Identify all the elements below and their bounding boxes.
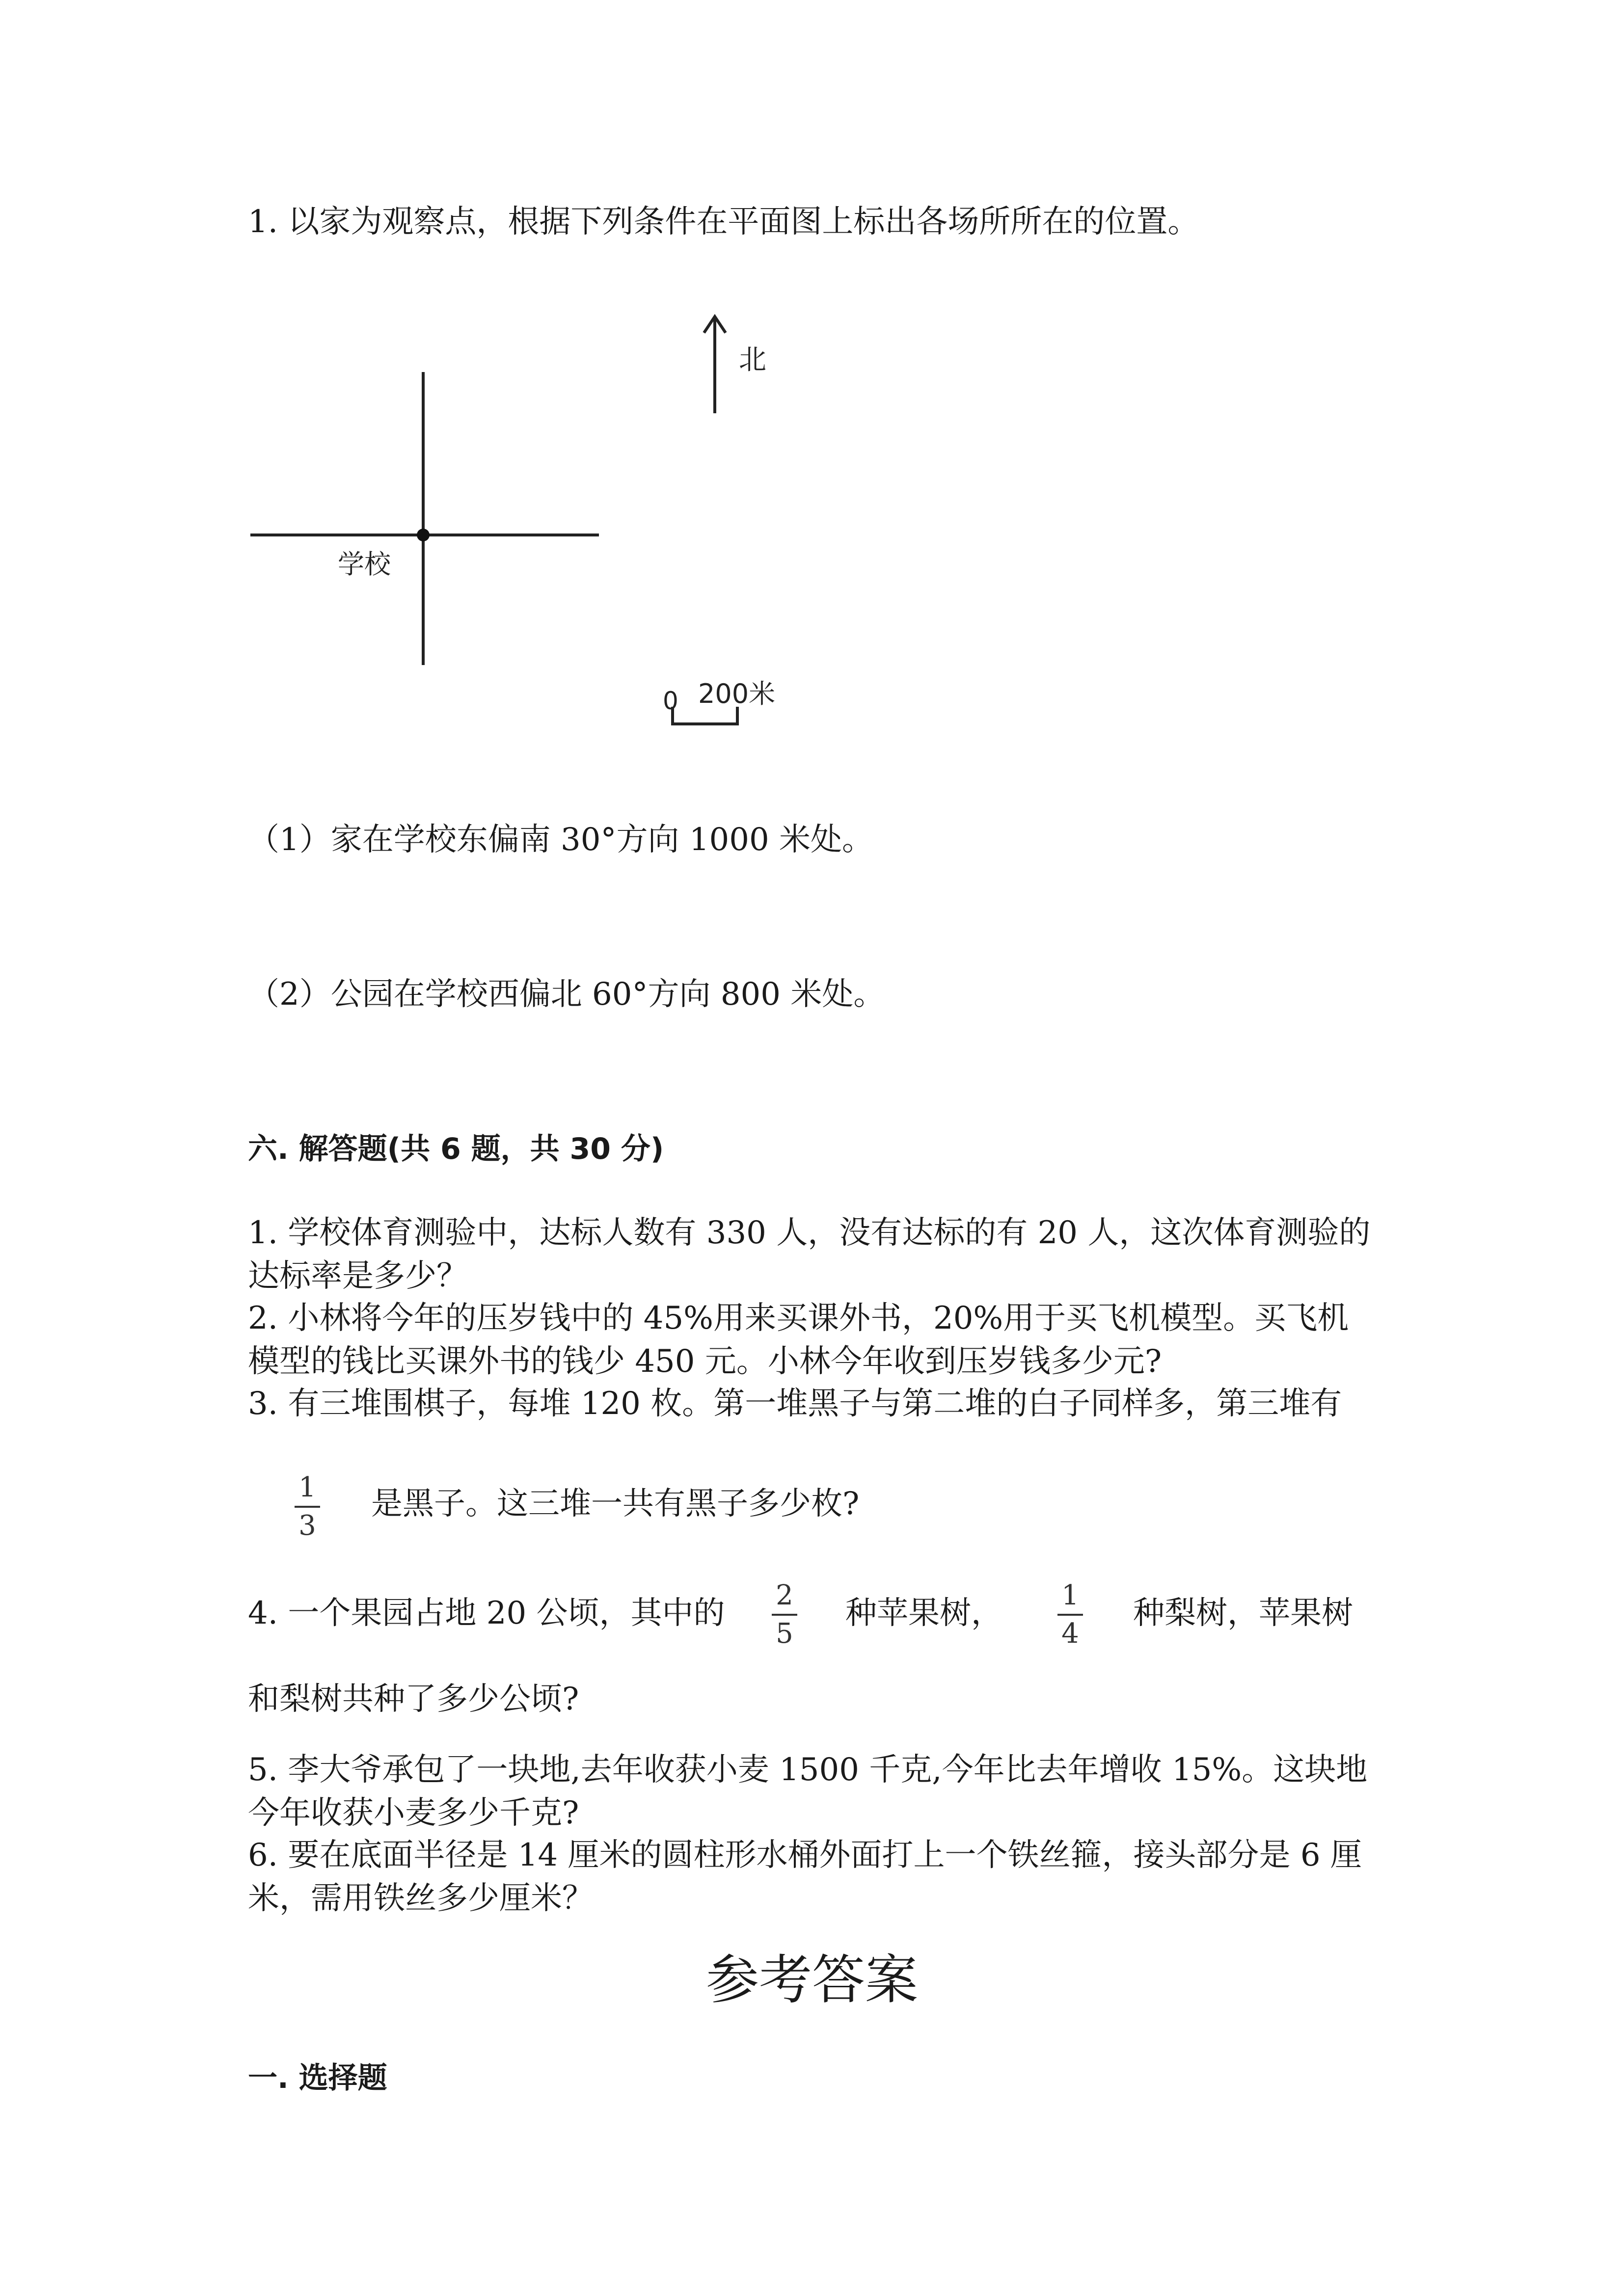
scale-bar [673,707,737,724]
q3-fraction-denominator: 3 [298,1510,316,1542]
q4-fraction-1-denominator: 5 [776,1618,793,1650]
q4-fraction-2 [1056,1580,1085,1649]
q3-fraction [293,1472,322,1541]
map-diagram [0,0,1624,785]
q4-fraction-2-numerator: 1 [1061,1579,1079,1611]
q4-middle: 种苹果树， [845,1595,1002,1631]
section6-heading: 六. 解答题(共 6 题，共 30 分) [248,1132,664,1166]
q4-suffix: 种梨树，苹果树 [1133,1595,1353,1631]
q3-fraction-numerator: 1 [298,1471,316,1503]
answers-section1-heading: 一. 选择题 [248,2061,387,2095]
q4-prefix: 4. 一个果园占地 20 公顷，其中的 [248,1595,725,1631]
answers-title: 参考答案 [705,1949,918,2011]
q6-line2: 米，需用铁丝多少厘米？ [248,1880,594,1917]
map-sub-question-1: （1）家在学校东偏南 30°方向 1000 米处。 [248,822,874,858]
scale-zero: 0 [663,687,678,715]
q1-line1: 1. 学校体育测验中，达标人数有 330 人，没有达标的有 20 人，这次体育测验的 [248,1215,1371,1251]
q4-fraction-1-numerator: 2 [776,1579,793,1611]
q4-fraction-2-denominator: 4 [1061,1618,1079,1650]
q4-fraction-1 [770,1580,799,1649]
q2-line1: 2. 小林将今年的压岁钱中的 45%用来买课外书，20%用于买飞机模型。买飞机 [248,1300,1349,1336]
q3-line1: 3. 有三堆围棋子，每堆 120 枚。第一堆黑子与第二堆的白子同样多，第三堆有 [248,1386,1342,1422]
school-point [417,529,430,541]
north-label: 北 [739,344,766,376]
map-sub-question-2: （2）公园在学校西偏北 60°方向 800 米处。 [248,976,885,1013]
q1-line2: 达标率是多少？ [248,1258,468,1294]
q5-line2: 今年收获小麦多少千克? [248,1795,579,1831]
school-label: 学校 [338,549,391,580]
north-arrow-icon [704,317,726,413]
map-question: 1. 以家为观察点，根据下列条件在平面图上标出各场所所在的位置。 [248,204,1199,240]
q6-line1: 6. 要在底面半径是 14 厘米的圆柱形水桶外面打上一个铁丝箍，接头部分是 6 厘 [248,1837,1362,1873]
q2-line2: 模型的钱比买课外书的钱少 450 元。小林今年收到压岁钱多少元? [248,1343,1162,1380]
q4-line2: 和梨树共种了多少公顷? [248,1681,579,1717]
scale-distance: 200米 [698,678,776,709]
q5-line1: 5. 李大爷承包了一块地,去年收获小麦 1500 千克,今年比去年增收 15%。这块地 [248,1752,1368,1788]
q3-line2: 是黑子。这三堆一共有黑子多少枚? [371,1486,860,1522]
